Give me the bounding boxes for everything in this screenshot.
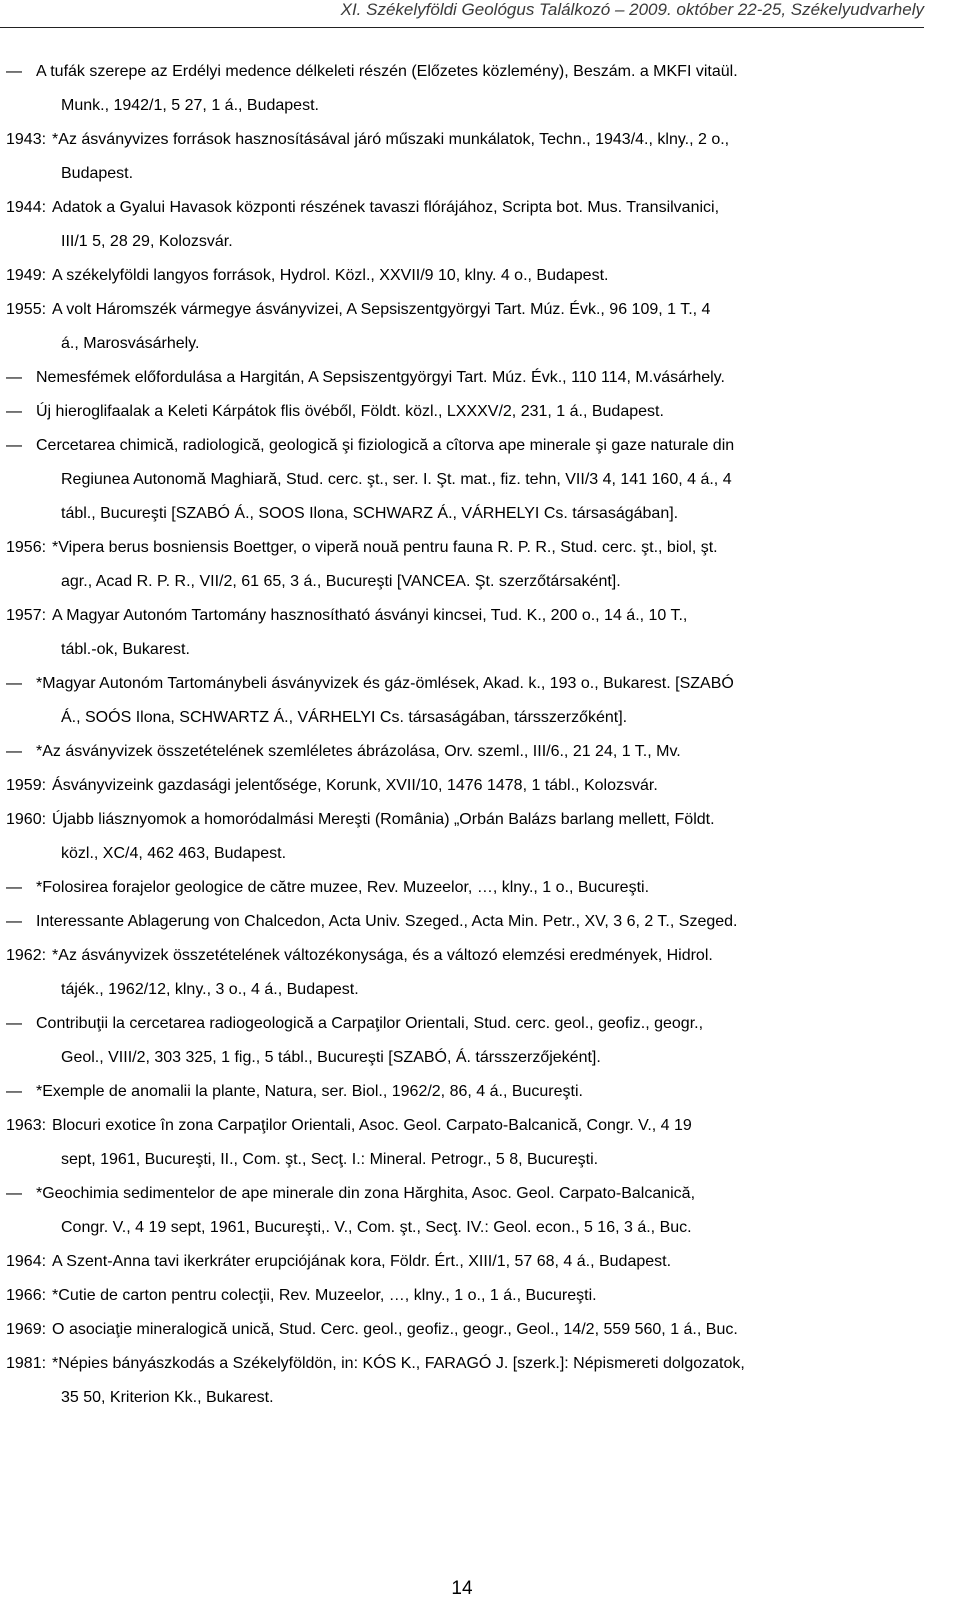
entry-text: *Népies bányászkodás a Székelyföldön, in: KÓS K., FARAGÓ J. [szerk.]: Népismereti dolgozatok, — [52, 1355, 745, 1372]
bibliography-entry — [6, 1347, 924, 1415]
header-rule — [0, 27, 924, 28]
entry-text: *Az ásványvizek összetételének változékonysága, és a változó elemzési eredmények, Hidrol. — [52, 947, 713, 964]
entry-year: 1955: — [6, 301, 47, 318]
bibliography-entry — [6, 871, 924, 905]
entry-text: tábl., Bucureşti [SZABÓ Á., SOOS Ilona, SCHWARZ Á., VÁRHELYI Cs. társaságában]. — [61, 505, 679, 522]
entry-year: 1959: — [6, 777, 47, 794]
entry-text: *Exemple de anomalii la plante, Natura, ser. Biol., 1962/2, 86, 4 á., Bucureşti. — [36, 1083, 583, 1100]
entry-first-line — [6, 769, 924, 803]
entry-text: *Folosirea forajelor geologice de către muzee, Rev. Muzeelor, …, klny., 1 o., Bucureşti. — [36, 879, 650, 896]
entry-text: A volt Háromszék vármegye ásványvizei, A Sepsiszentgyörgyi Tart. Múz. Évk., 96 109, 1 T., 4 — [52, 301, 711, 318]
entry-continuation-line — [6, 633, 924, 667]
entry-text: *Magyar Autonóm Tartománybeli ásványvizek és gáz-ömlések, Akad. k., 193 o., Bukarest. [SZABÓ — [36, 675, 734, 692]
entry-text: A székelyföldi langyos források, Hydrol. Közl., XXVII/9 10, klny. 4 o., Budapest. — [52, 267, 609, 284]
entry-continuation-line — [6, 89, 924, 123]
bibliography-entry — [6, 599, 924, 667]
entry-first-line — [6, 1313, 924, 1347]
entry-first-line — [6, 1245, 924, 1279]
bibliography-entry — [6, 1279, 924, 1313]
entry-year: 1966: — [6, 1287, 47, 1304]
entry-continuation-line — [6, 1381, 924, 1415]
entry-text: Á., SOÓS Ilona, SCHWARTZ Á., VÁRHELYI Cs. társaságában, társszerzőként]. — [61, 709, 628, 726]
entry-dash: — — [6, 1015, 22, 1032]
entry-dash: — — [6, 1185, 22, 1202]
bibliography-entry — [6, 123, 924, 191]
entry-dash: — — [6, 63, 22, 80]
bibliography-entry — [6, 429, 924, 531]
bibliography-entry — [6, 735, 924, 769]
entry-text: Nemesfémek előfordulása a Hargitán, A Sepsiszentgyörgyi Tart. Múz. Évk., 110 114, M.vásárhely. — [36, 369, 725, 386]
bibliography-entry — [6, 1075, 924, 1109]
entry-first-line — [6, 361, 924, 395]
entry-year: 1962: — [6, 947, 47, 964]
entry-first-line — [6, 531, 924, 565]
entry-year: 1949: — [6, 267, 47, 284]
bibliography-entry — [6, 259, 924, 293]
entry-text: *Vipera berus bosniensis Boettger, o viperă nouă pentru fauna R. P. R., Stud. cerc. şt., biol, şt. — [52, 539, 718, 556]
entry-text: Ásványvizeink gazdasági jelentősége, Korunk, XVII/10, 1476 1478, 1 tábl., Kolozsvár. — [52, 777, 658, 794]
entry-text: O asociaţie mineralogică unică, Stud. Cerc. geol., geofiz., geogr., Geol., 14/2, 559 560, 1 á., Buc. — [52, 1321, 738, 1338]
entry-dash: — — [6, 437, 22, 454]
bibliography-entry — [6, 55, 924, 123]
entry-text: A Szent-Anna tavi ikerkráter erupciójának kora, Földr. Ért., XIII/1, 57 68, 4 á., Budapest. — [52, 1253, 672, 1270]
page-number: 14 — [451, 1578, 473, 1599]
entry-first-line — [6, 293, 924, 327]
entry-text: Interessante Ablagerung von Chalcedon, Acta Univ. Szeged., Acta Min. Petr., XV, 3 6, 2 T., Szeged. — [36, 913, 738, 930]
entry-year: 1943: — [6, 131, 47, 148]
entry-first-line — [6, 55, 924, 89]
entry-continuation-line — [6, 463, 924, 497]
entry-continuation-line — [6, 701, 924, 735]
entry-text: sept, 1961, Bucureşti, II., Com. şt., Secţ. I.: Mineral. Petrogr., 5 8, Bucureşti. — [61, 1151, 599, 1168]
entry-year: 1963: — [6, 1117, 47, 1134]
entry-text: Blocuri exotice în zona Carpaţilor Orientali, Asoc. Geol. Carpato-Balcanică, Congr. V., 4 19 — [52, 1117, 692, 1134]
entry-text: á., Marosvásárhely. — [61, 335, 200, 352]
entry-text: *Az ásványvizes források hasznosításával járó műszaki munkálatok, Techn., 1943/4., klny., 2 o., — [52, 131, 730, 148]
entry-text: Cercetarea chimică, radiologică, geologică şi fiziologică a cîtorva ape minerale şi gaze naturale din — [36, 437, 735, 454]
entry-text: tájék., 1962/12, klny., 3 o., 4 á., Budapest. — [61, 981, 359, 998]
entry-year: 1960: — [6, 811, 47, 828]
bibliography-entry — [6, 905, 924, 939]
entry-text: *Geochimia sedimentelor de ape minerale din zona Hărghita, Asoc. Geol. Carpato-Balcanică, — [36, 1185, 696, 1202]
entry-continuation-line — [6, 1041, 924, 1075]
entry-dash: — — [6, 1083, 22, 1100]
entry-continuation-line — [6, 973, 924, 1007]
entry-first-line — [6, 191, 924, 225]
bibliography-entry — [6, 803, 924, 871]
entry-first-line — [6, 1347, 924, 1381]
running-header — [0, 0, 924, 34]
entry-continuation-line — [6, 157, 924, 191]
entry-text: 35 50, Kriterion Kk., Bukarest. — [61, 1389, 274, 1406]
entry-text: Contribuţii la cercetarea radiogeologică a Carpaţilor Orientali, Stud. cerc. geol., geofiz., geogr., — [36, 1015, 704, 1032]
entry-text: Budapest. — [61, 165, 134, 182]
bibliography-entry — [6, 1313, 924, 1347]
entry-continuation-line — [6, 327, 924, 361]
entry-first-line — [6, 429, 924, 463]
entry-text: tábl.-ok, Bukarest. — [61, 641, 190, 658]
entry-text: Congr. V., 4 19 sept, 1961, Bucureşti,. V., Com. şt., Secţ. IV.: Geol. econ., 5 16, 3 á., Buc. — [61, 1219, 692, 1236]
bibliography-entry — [6, 361, 924, 395]
entry-dash: — — [6, 403, 22, 420]
entry-first-line — [6, 667, 924, 701]
entry-text: közl., XC/4, 462 463, Budapest. — [61, 845, 287, 862]
entry-text: Regiunea Autonomă Maghiară, Stud. cerc. şt., ser. I. Şt. mat., fiz. tehn, VII/3 4, 141 160, 4 á., 4 — [61, 471, 732, 488]
entry-first-line — [6, 1075, 924, 1109]
entry-continuation-line — [6, 1143, 924, 1177]
entry-first-line — [6, 1109, 924, 1143]
bibliography-entry — [6, 191, 924, 259]
entry-continuation-line — [6, 1211, 924, 1245]
entry-dash: — — [6, 913, 22, 930]
entry-year: 1957: — [6, 607, 47, 624]
entry-first-line — [6, 259, 924, 293]
entry-text: Adatok a Gyalui Havasok központi részének tavaszi flórájához, Scripta bot. Mus. Transilvanici, — [52, 199, 720, 216]
bibliography-entry — [6, 667, 924, 735]
bibliography-list — [6, 55, 924, 1415]
entry-dash: — — [6, 879, 22, 896]
entry-continuation-line — [6, 837, 924, 871]
bibliography-entry — [6, 1109, 924, 1177]
entry-year: 1944: — [6, 199, 47, 216]
bibliography-entry — [6, 531, 924, 599]
entry-continuation-line — [6, 565, 924, 599]
bibliography-entry — [6, 1007, 924, 1075]
entry-first-line — [6, 599, 924, 633]
entry-first-line — [6, 1177, 924, 1211]
entry-year: 1956: — [6, 539, 47, 556]
bibliography-entry — [6, 395, 924, 429]
bibliography-entry — [6, 293, 924, 361]
entry-first-line — [6, 905, 924, 939]
entry-text: III/1 5, 28 29, Kolozsvár. — [61, 233, 233, 250]
entry-first-line — [6, 123, 924, 157]
entry-text: A tufák szerepe az Erdélyi medence délkeleti részén (Előzetes közlemény), Beszám. a MKFI vitaül. — [36, 63, 738, 80]
bibliography-entry — [6, 1245, 924, 1279]
entry-first-line — [6, 803, 924, 837]
bibliography-entry — [6, 1177, 924, 1245]
header-title: XI. Székelyföldi Geológus Találkozó – 2009. október 22-25, Székelyudvarhely — [340, 0, 924, 19]
entry-text: Újabb liásznyomok a homoródalmási Mereşti (România) „Orbán Balázs barlang mellett, Földt. — [52, 811, 715, 828]
entry-first-line — [6, 1007, 924, 1041]
entry-dash: — — [6, 675, 22, 692]
entry-dash: — — [6, 369, 22, 386]
entry-text: Új hieroglifaalak a Keleti Kárpátok flis övéből, Földt. közl., LXXXV/2, 231, 1 á., Budapest. — [36, 403, 664, 420]
entry-first-line — [6, 871, 924, 905]
entry-year: 1964: — [6, 1253, 47, 1270]
entry-first-line — [6, 395, 924, 429]
entry-year: 1969: — [6, 1321, 47, 1338]
entry-year: 1981: — [6, 1355, 47, 1372]
entry-continuation-line — [6, 497, 924, 531]
entry-first-line — [6, 939, 924, 973]
entry-text: *Az ásványvizek összetételének szemléletes ábrázolása, Orv. szeml., III/6., 21 24, 1 T., Mv. — [36, 743, 681, 760]
entry-text: agr., Acad R. P. R., VII/2, 61 65, 3 á., Bucureşti [VANCEA. Şt. szerzőtársaként]. — [61, 573, 621, 590]
entry-first-line — [6, 1279, 924, 1313]
entry-text: Geol., VIII/2, 303 325, 1 fig., 5 tábl., Bucureşti [SZABÓ, Á. társszerzőjeként]. — [61, 1049, 601, 1066]
entry-dash: — — [6, 743, 22, 760]
entry-first-line — [6, 735, 924, 769]
bibliography-entry — [6, 939, 924, 1007]
entry-text: Munk., 1942/1, 5 27, 1 á., Budapest. — [61, 97, 319, 114]
entry-text: *Cutie de carton pentru colecţii, Rev. Muzeelor, …, klny., 1 o., 1 á., Bucureşti. — [52, 1287, 597, 1304]
entry-continuation-line — [6, 225, 924, 259]
entry-text: A Magyar Autonóm Tartomány hasznosítható ásványi kincsei, Tud. K., 200 o., 14 á., 10 T., — [52, 607, 688, 624]
bibliography-entry — [6, 769, 924, 803]
